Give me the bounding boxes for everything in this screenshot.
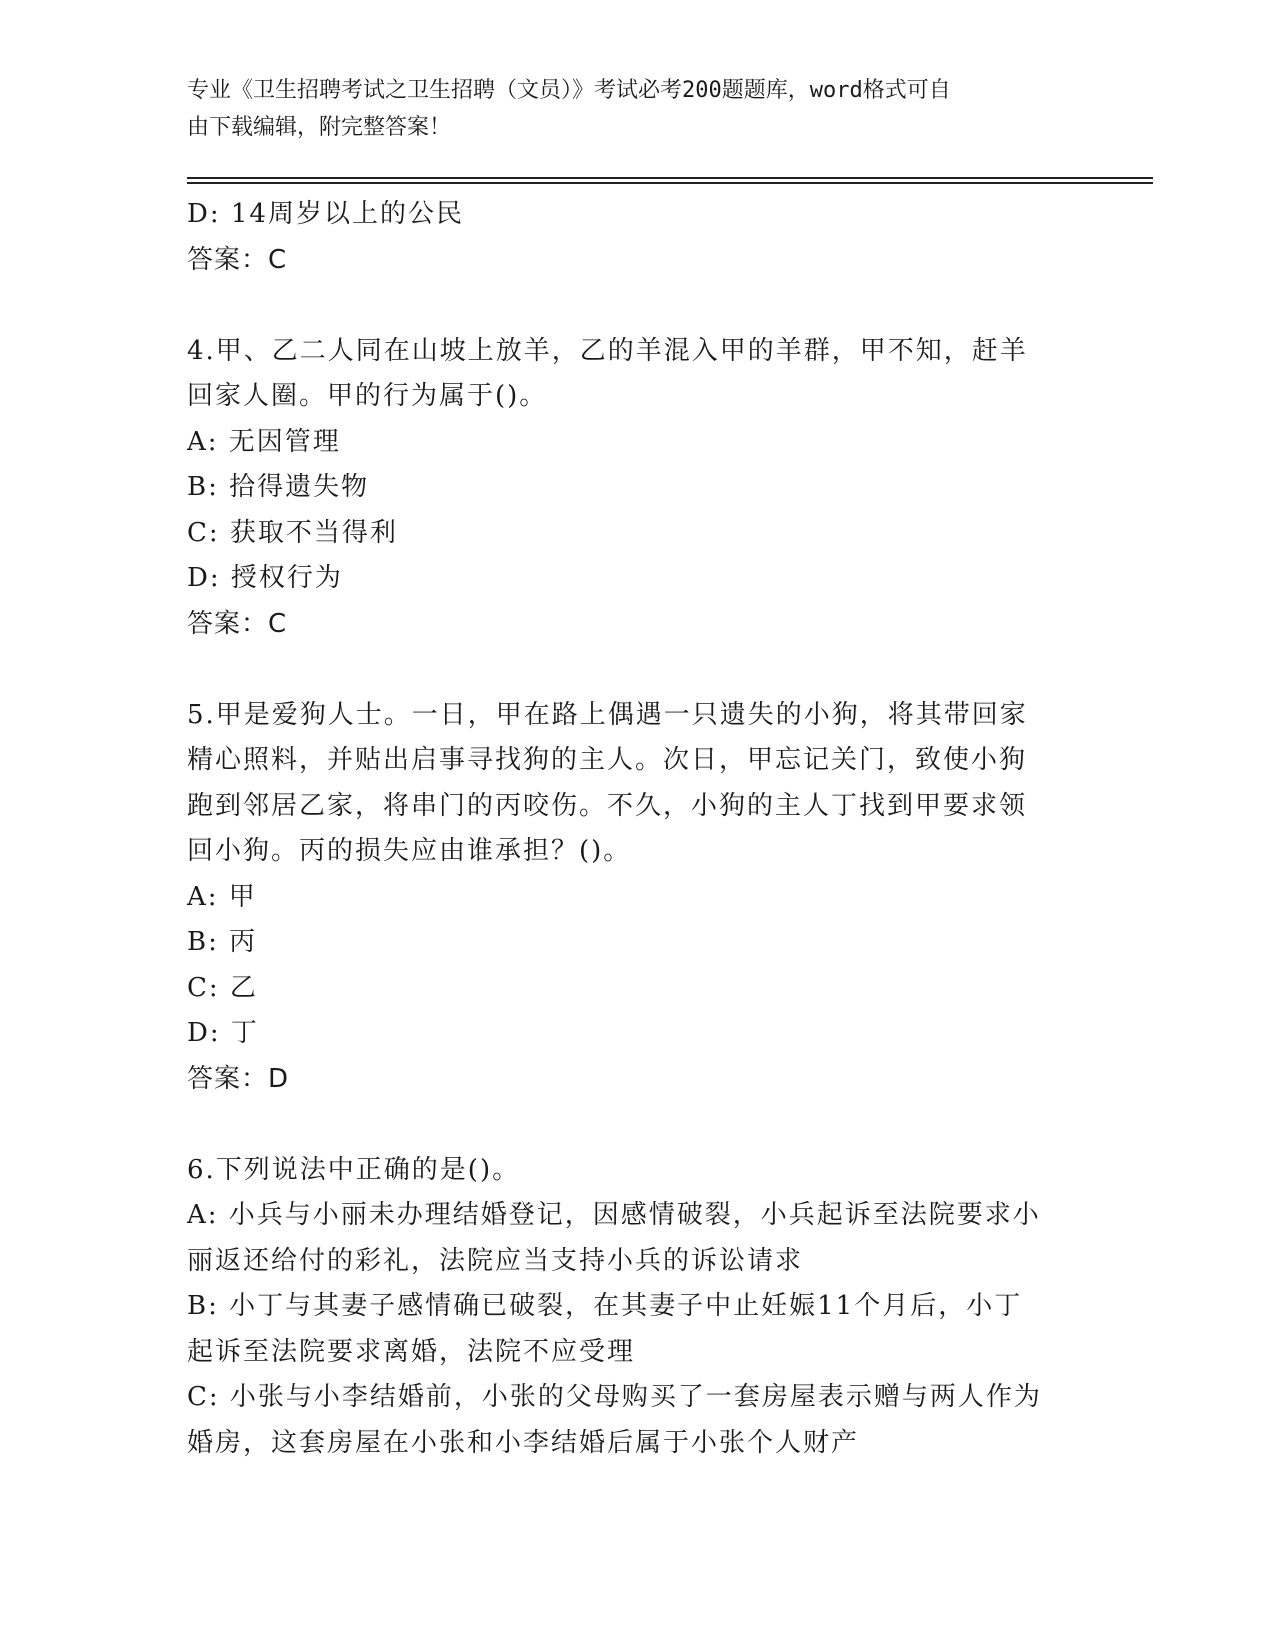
header-line-2: 由下载编辑，附完整答案！ [187,115,452,140]
document-body [187,192,1087,1466]
q6-stem-line-1: 6.下列说法中正确的是()。 [187,1154,521,1185]
q6-option-b-line-2: 起诉至法院要求离婚，法院不应受理 [187,1336,636,1367]
q5-answer: 答案：D [187,1063,290,1094]
q5-stem-line-4: 回小狗。丙的损失应由谁承担？()。 [187,836,632,866]
q4-stem-line-1: 4.甲、乙二人同在山坡上放羊，乙的羊混入甲的羊群，甲不知，赶羊 [187,335,1028,366]
q4-answer: 答案：C [187,608,288,639]
q5-stem-line-1: 5.甲是爱狗人士。一日，甲在路上偶遇一只遗失的小狗，将其带回家 [187,699,1028,730]
document-header [187,72,1067,146]
spacer [187,647,1087,693]
question-5 [187,693,1087,1103]
question-6 [187,1148,1087,1467]
header-rule-top [187,177,1153,179]
prev-option-d: D: 14周岁以上的公民 [187,199,464,229]
q5-option-b: B: 丙 [187,927,258,957]
q4-option-d: D: 授权行为 [187,563,343,593]
q4-option-a: A: 无因管理 [187,426,341,457]
prev-question [187,192,1087,283]
spacer [187,283,1087,329]
q5-option-d: D: 丁 [187,1018,259,1048]
q5-stem-line-2: 精心照料，并贴出启事寻找狗的主人。次日，甲忘记关门，致使小狗 [187,745,1028,775]
q4-stem-line-2: 回家人圈。甲的行为属于()。 [187,381,548,411]
question-4 [187,329,1087,648]
q6-option-c-line-1: C: 小张与小李结婚前，小张的父母购买了一套房屋表示赠与两人作为 [187,1382,1042,1412]
q5-stem-line-3: 跑到邻居乙家，将串门的丙咬伤。不久，小狗的主人丁找到甲要求领 [187,790,1028,821]
q5-option-a: A: 甲 [187,881,257,912]
q6-option-a-line-1: A: 小兵与小丽未办理结婚登记，因感情破裂，小兵起诉至法院要求小 [187,1200,1041,1230]
q6-option-c-line-2: 婚房，这套房屋在小张和小李结婚后属于小张个人财产 [187,1427,860,1458]
q4-option-c: C: 获取不当得利 [187,517,398,548]
q5-option-c: C: 乙 [187,972,258,1003]
spacer [187,1102,1087,1148]
prev-answer: 答案：C [187,244,288,275]
q6-option-b-line-1: B: 小丁与其妻子感情确已破裂，在其妻子中止妊娠11个月后，小丁 [187,1291,1023,1321]
header-rule-bottom [187,182,1153,184]
q6-option-a-line-2: 丽返还给付的彩礼，法院应当支持小兵的诉讼请求 [187,1245,804,1276]
header-line-1: 专业《卫生招聘考试之卫生招聘（文员）》考试必考200题题库，word格式可自 [187,78,951,103]
q4-option-b: B: 拾得遗失物 [187,472,370,502]
